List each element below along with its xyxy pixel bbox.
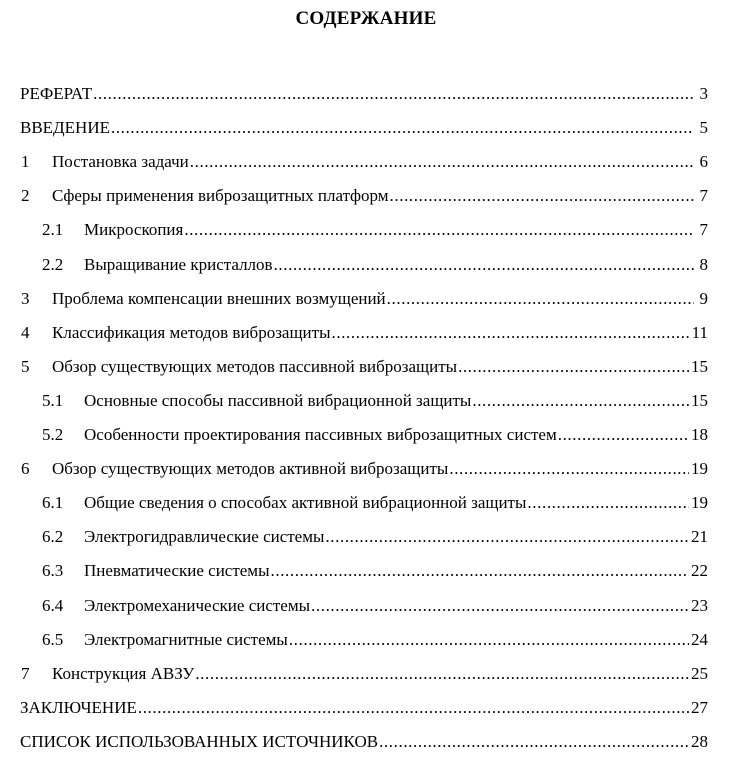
- toc-entry-page: 5: [699, 118, 708, 137]
- toc-entry[interactable]: [0, 662, 732, 686]
- toc-dot-leader: [274, 253, 694, 277]
- toc-dot-leader: [379, 730, 689, 754]
- toc-dot-leader: [332, 321, 690, 345]
- toc-entry-title: Сферы применения виброзащитных платформ: [52, 184, 390, 208]
- toc-entry[interactable]: [0, 82, 732, 106]
- toc-entry[interactable]: [0, 423, 732, 447]
- toc-entry[interactable]: [0, 116, 732, 140]
- toc-entry-title: Обзор существующих методов пассивной виброзащиты: [52, 355, 458, 379]
- toc-entry-title: Электромагнитные системы: [84, 628, 289, 652]
- toc-entry-title: Обзор существующих методов активной виброзащиты: [52, 457, 449, 481]
- toc-entry-page: 24: [691, 630, 708, 649]
- toc-entry-title: Микроскопия: [84, 218, 184, 242]
- toc-entry-title: ВВЕДЕНИЕ: [20, 116, 111, 140]
- toc-entry-title: Пневматические системы: [84, 559, 271, 583]
- toc-entry-title: Общие сведения о способах активной вибрационной защиты: [84, 491, 527, 515]
- toc-dot-leader: [325, 525, 689, 549]
- toc-entry-title: Основные способы пассивной вибрационной защиты: [84, 389, 472, 413]
- toc-entry[interactable]: [0, 218, 732, 242]
- toc-entry-number: 5.1: [42, 391, 64, 410]
- toc-dot-leader: [289, 628, 689, 652]
- toc-entry[interactable]: [0, 525, 732, 549]
- toc-entry[interactable]: [0, 559, 732, 583]
- toc-entry[interactable]: [0, 628, 732, 652]
- toc-entry[interactable]: [0, 287, 732, 311]
- toc-entry-number: 6.3: [42, 561, 64, 580]
- toc-entry-number: 2.1: [42, 220, 64, 239]
- toc-dot-leader: [472, 389, 689, 413]
- toc-title: СОДЕРЖАНИЕ: [295, 8, 437, 29]
- toc-entry[interactable]: [0, 253, 732, 277]
- toc-entry-title: Постановка задачи: [52, 150, 190, 174]
- toc-dot-leader: [449, 457, 689, 481]
- toc-dot-leader: [138, 696, 689, 720]
- toc-entry[interactable]: [0, 321, 732, 345]
- toc-entry-number: 5: [21, 357, 30, 376]
- toc-dot-leader: [271, 559, 690, 583]
- toc-entry-number: 6: [21, 459, 30, 478]
- toc-entry-number: 6.4: [42, 596, 64, 615]
- toc-entry-page: 15: [691, 391, 708, 410]
- toc-dot-leader: [195, 662, 689, 686]
- toc-entry-page: 21: [691, 527, 708, 546]
- toc-dot-leader: [190, 150, 694, 174]
- toc-entry-title: Классификация методов виброзащиты: [52, 321, 332, 345]
- toc-entry[interactable]: [0, 389, 732, 413]
- toc-entry-number: 6.2: [42, 527, 64, 546]
- toc-entry-page: 15: [691, 357, 708, 376]
- toc-dot-leader: [111, 116, 694, 140]
- toc-dot-leader: [390, 184, 694, 208]
- toc-entry-page: 7: [699, 186, 708, 205]
- toc-entry-number: 1: [21, 152, 30, 171]
- toc-dot-leader: [558, 423, 689, 447]
- toc-entry-number: 2: [21, 186, 30, 205]
- toc-dot-leader: [458, 355, 689, 379]
- toc-entry-number: 7: [21, 664, 30, 683]
- toc-entry-page: 9: [699, 289, 708, 308]
- toc-entry-title: Проблема компенсации внешних возмущений: [52, 287, 387, 311]
- toc-entry-number: 6.1: [42, 493, 64, 512]
- toc-entry-page: 3: [699, 84, 708, 103]
- toc-entry[interactable]: [0, 457, 732, 481]
- toc-entry[interactable]: [0, 730, 732, 754]
- toc-entry[interactable]: [0, 150, 732, 174]
- toc-dot-leader: [184, 218, 694, 242]
- toc-dot-leader: [527, 491, 689, 515]
- toc-entry-number: 3: [21, 289, 30, 308]
- toc-entry-page: 23: [691, 596, 708, 615]
- toc-entry[interactable]: [0, 184, 732, 208]
- toc-entry[interactable]: [0, 696, 732, 720]
- toc-entry-page: 11: [691, 323, 708, 342]
- toc-entry-title: Конструкция АВЗУ: [52, 662, 195, 686]
- toc-entry-title: ЗАКЛЮЧЕНИЕ: [20, 696, 138, 720]
- toc-entry-title: Электромеханические системы: [84, 594, 311, 618]
- toc-entry-title: Выращивание кристаллов: [84, 253, 274, 277]
- toc-dot-leader: [387, 287, 694, 311]
- toc-entry[interactable]: [0, 491, 732, 515]
- toc-entry-page: 22: [691, 561, 708, 580]
- toc-entry-title: Электрогидравлические системы: [84, 525, 325, 549]
- toc-entry-number: 4: [21, 323, 30, 342]
- toc-entry-page: 18: [691, 425, 708, 444]
- toc-entry[interactable]: [0, 355, 732, 379]
- toc-entry-page: 19: [691, 459, 708, 478]
- toc-dot-leader: [93, 82, 694, 106]
- toc-entry-title: Особенности проектирования пассивных виброзащитных систем: [84, 423, 558, 447]
- toc-entry-page: 8: [699, 255, 708, 274]
- toc-dot-leader: [311, 594, 689, 618]
- toc-entry-page: 25: [691, 664, 708, 683]
- toc-entry-page: 7: [699, 220, 708, 239]
- toc-entry-title: РЕФЕРАТ: [20, 82, 93, 106]
- toc-entry-page: 28: [691, 732, 708, 751]
- toc-entry-page: 6: [699, 152, 708, 171]
- toc-entry-number: 5.2: [42, 425, 64, 444]
- toc-entry-number: 2.2: [42, 255, 64, 274]
- toc-entry[interactable]: [0, 594, 732, 618]
- toc-entry-page: 19: [691, 493, 708, 512]
- toc-entry-number: 6.5: [42, 630, 64, 649]
- toc-entry-page: 27: [691, 698, 708, 717]
- toc-entry-title: СПИСОК ИСПОЛЬЗОВАННЫХ ИСТОЧНИКОВ: [20, 730, 379, 754]
